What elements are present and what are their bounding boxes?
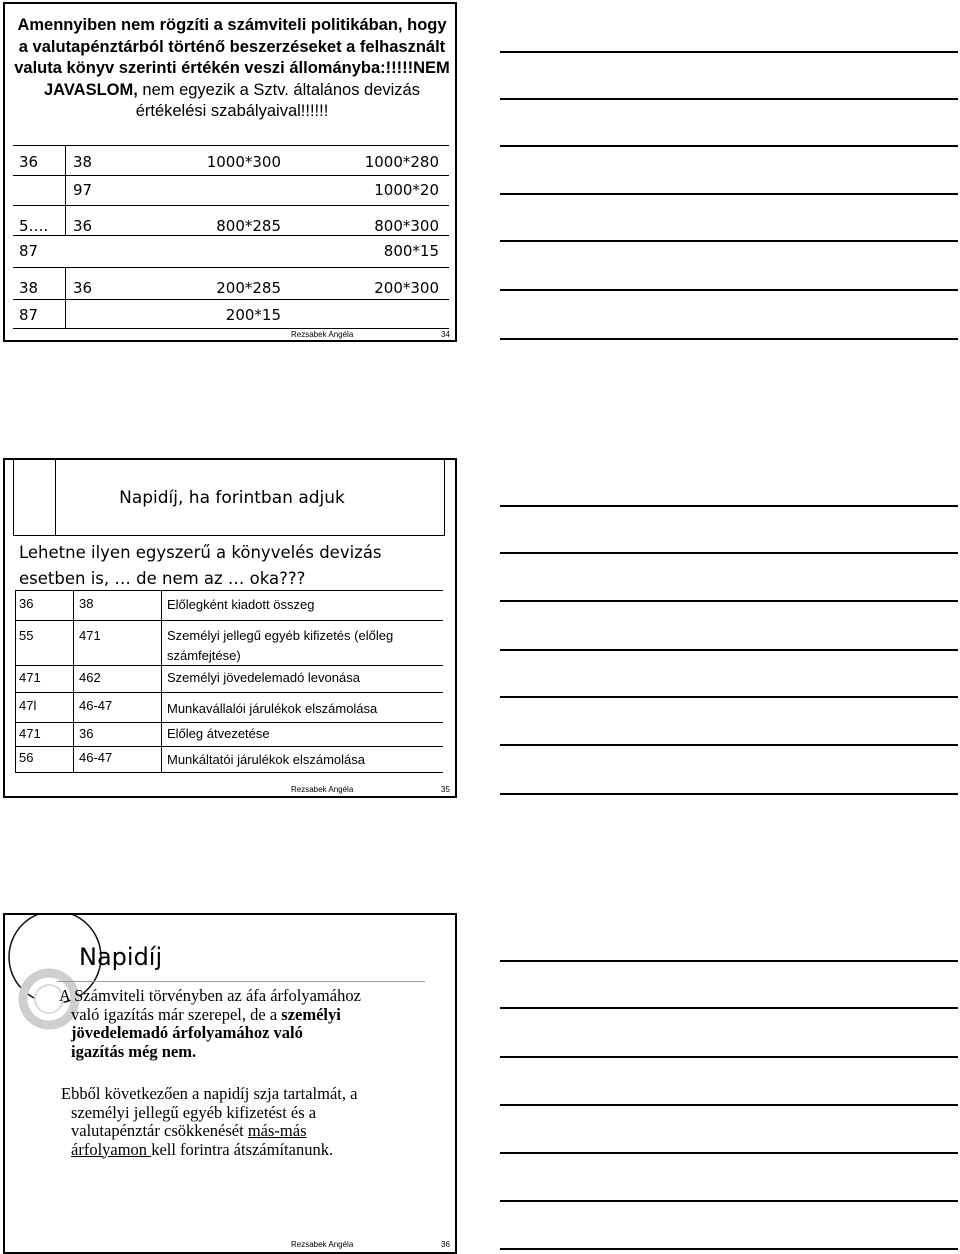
table-cell: 46-47 [79, 750, 113, 765]
slide-36 [3, 913, 457, 1254]
table-cell: 800*285 [216, 217, 281, 235]
paragraph-line [59, 1006, 439, 1025]
table-cell: 55 [19, 628, 34, 643]
slide-title [13, 15, 451, 123]
table-cell: 1000*300 [206, 153, 281, 171]
title-underline [57, 981, 425, 982]
table-cell: 36 [19, 596, 34, 611]
slide-title: Napidíj, ha forintban adjuk [119, 488, 345, 508]
table-line [13, 267, 449, 268]
note-line [500, 696, 958, 698]
table-line [15, 620, 443, 621]
table-cell: Előlegként kiadott összeg [167, 597, 315, 612]
paragraph-2 [61, 1085, 441, 1159]
slide-number: 34 [441, 330, 450, 339]
subtitle-line: Lehetne ilyen egyszerű a könyvelés devizás [19, 543, 382, 562]
paragraph-bold-text: személyi [281, 1004, 341, 1024]
slide-number: 36 [441, 1240, 450, 1249]
paragraph-text: kell forintra átszámítanunk. [151, 1139, 334, 1159]
table-cell: 1000*20 [374, 181, 439, 199]
table-cell: 87 [19, 306, 39, 324]
table-cell: 471 [79, 628, 101, 643]
table-cell: 38 [19, 279, 39, 297]
table-cell: 36 [73, 217, 93, 235]
table-cell: 56 [19, 750, 34, 765]
table-cell: 36 [19, 153, 39, 171]
paragraph-line: igazítás még nem. [71, 1041, 197, 1061]
note-line [500, 1007, 958, 1009]
table-cell: 200*300 [374, 279, 439, 297]
note-line [500, 51, 958, 53]
note-line [500, 1200, 958, 1202]
table-line [65, 205, 66, 235]
footer-author: Rezsabek Angéla [291, 1240, 354, 1249]
note-line [500, 744, 958, 746]
note-line [500, 552, 958, 554]
table-cell: 800*300 [374, 217, 439, 235]
footer-author: Rezsabek Angéla [291, 785, 354, 794]
table-line [15, 722, 443, 723]
table-cell: Munkáltatói járulékok elszámolása [167, 752, 365, 767]
table-cell: 38 [73, 153, 93, 171]
table-line [13, 328, 449, 329]
table-cell: 471 [19, 670, 41, 685]
note-line [500, 649, 958, 651]
table-cell: 1000*280 [364, 153, 439, 171]
paragraph-text: való igazítás már szerepel, de a [71, 1004, 282, 1024]
table-cell: 5…. [19, 217, 49, 235]
table-cell: Személyi jövedelemadó levonása [167, 670, 360, 685]
footer-author: Rezsabek Angéla [291, 330, 354, 339]
table-cell: számfejtése) [167, 648, 241, 663]
table-cell: Személyi jellegű egyéb kifizetés (előleg [167, 628, 394, 643]
paragraph-underlined-text: más-más [247, 1121, 307, 1140]
note-line [500, 505, 958, 507]
table-line [65, 145, 66, 205]
subtitle-line: esetben is, … de nem az … oka??? [19, 569, 306, 588]
table-cell: Előleg átvezetése [167, 726, 270, 741]
paragraph-line: A Számviteli törvényben az áfa árfolyamához [59, 986, 361, 1005]
slide-subtitle [19, 540, 382, 592]
paragraph-1 [59, 987, 439, 1061]
note-line [500, 338, 958, 340]
table-cell: 462 [79, 670, 101, 685]
table-line [13, 145, 449, 146]
paragraph-line: személyi jellegű egyéb kifizetést és a [71, 1102, 317, 1122]
paragraph-line: jövedelemadó árfolyamához való [71, 1023, 303, 1042]
table-line [13, 235, 449, 236]
slide-number: 35 [441, 785, 450, 794]
table-line [13, 205, 449, 206]
note-line [500, 193, 958, 195]
table-line [15, 590, 443, 591]
table-line [13, 299, 449, 300]
note-line [500, 1152, 958, 1154]
paragraph-line [61, 1141, 441, 1160]
slide-title: Napidíj [79, 943, 163, 971]
table-line [73, 590, 74, 772]
table-line [15, 772, 443, 773]
table-line [161, 590, 162, 772]
table-line [15, 746, 443, 747]
note-line [500, 1056, 958, 1058]
note-line [500, 600, 958, 602]
table-cell: 800*15 [383, 242, 439, 260]
table-cell: Munkavállalói járulékok elszámolása [167, 701, 378, 716]
table-line [13, 175, 449, 176]
title-rest-text: nem egyezik a Sztv. általános devizás értékelési szabályaival!!!!!! [135, 80, 420, 120]
title-bold-text: Amennyiben nem rögzíti a számviteli politikában, hogy a valutapénztárból történő beszerzéseket a felhasznált valuta könyv szerinti értékén veszi állományba:!!!!!NEM JAVASLOM, [14, 16, 450, 99]
slide-35 [3, 458, 457, 798]
table-cell: 87 [19, 242, 39, 260]
table-cell: 471 [19, 726, 41, 741]
note-line [500, 1104, 958, 1106]
table-line [15, 665, 443, 666]
paragraph-line [61, 1122, 441, 1141]
table-cell: 46-47 [79, 698, 113, 713]
table-cell: 200*15 [225, 306, 281, 324]
paragraph-line: Ebből következően a napidíj szja tartalmát, a [61, 1084, 358, 1103]
table-cell: 47l [19, 698, 37, 713]
table-line [15, 692, 443, 693]
table-cell: 38 [79, 596, 94, 611]
table-cell: 97 [73, 181, 93, 199]
paragraph-underlined-text: árfolyamon [71, 1139, 152, 1159]
note-line [500, 1248, 958, 1250]
note-line [500, 289, 958, 291]
slide-34 [3, 2, 457, 342]
note-line [500, 145, 958, 147]
note-line [500, 240, 958, 242]
note-line [500, 793, 958, 795]
table-line [15, 590, 16, 772]
table-cell: 36 [73, 279, 93, 297]
note-line [500, 960, 958, 962]
table-cell: 36 [79, 726, 94, 741]
table-cell: 200*285 [216, 279, 281, 297]
note-line [500, 98, 958, 100]
table-line [65, 267, 66, 328]
paragraph-text: valutapénztár csökkenését [71, 1121, 248, 1140]
